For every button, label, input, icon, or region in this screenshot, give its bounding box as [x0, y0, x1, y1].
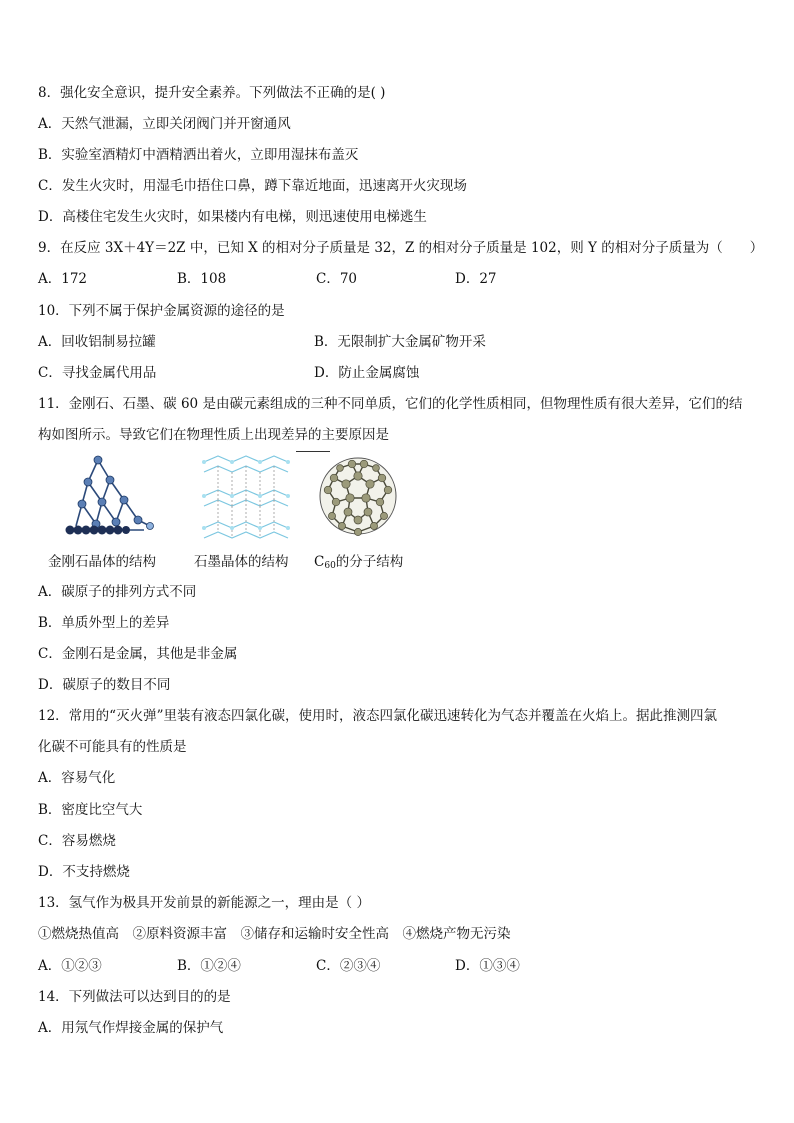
c60-caption-sub: 60 [324, 561, 336, 571]
diamond-caption: 金刚石晶体的结构 [48, 554, 156, 570]
q11-option-a: A．碳原子的排列方式不同 [38, 584, 197, 600]
q11-option-d: D．碳原子的数目不同 [38, 677, 171, 693]
q9-option-d: D．27 [455, 271, 497, 287]
q8-option-b: B．实验室酒精灯中酒精洒出着火，立即用湿抹布盖灭 [38, 147, 359, 163]
q14-stem: 14．下列做法可以达到目的的是 [38, 989, 231, 1005]
q11-option-c: C．金刚石是金属，其他是非金属 [38, 646, 238, 662]
q10-option-c: C．寻找金属代用品 [38, 365, 157, 381]
q13-options [38, 957, 594, 975]
q9-stem: 9．在反应 3X＋4Y＝2Z 中，已知 X 的相对分子质量是 32，Z 的相对分子质量是 102，则 Y 的相对分子质量为（ ） [38, 240, 764, 256]
c60-caption-rest: 的分子结构 [335, 554, 404, 570]
c60-structure-image [312, 452, 404, 544]
q12-option-b: B．密度比空气大 [38, 802, 143, 818]
c60-caption [314, 550, 403, 570]
q13-option-c: C．②③④ [316, 958, 381, 974]
q8-stem: 8．强化安全意识，提升安全素养。下列做法不正确的是( ) [38, 85, 386, 101]
q9-option-c: C．70 [316, 271, 358, 287]
q14-option-a: A．用氖气作焊接金属的保护气 [38, 1020, 224, 1036]
q13-option-d: D．①③④ [455, 958, 520, 974]
q10-options-row2 [38, 364, 590, 382]
q13-stem: 13．氢气作为极具开发前景的新能源之一，理由是（ ） [38, 895, 370, 911]
q8-option-c: C．发生火灾时，用湿毛巾捂住口鼻，蹲下靠近地面，迅速离开火灾现场 [38, 178, 467, 194]
q10-option-b: B．无限制扩大金属矿物开采 [314, 334, 486, 350]
q11-stem-line2: 构如图所示。导致它们在物理性质上出现差异的主要原因是 [38, 427, 389, 443]
q10-option-d: D．防止金属腐蚀 [314, 365, 420, 381]
diamond-structure-image [58, 452, 158, 542]
q12-stem-line1: 12．常用的“灭火弹”里装有液态四氯化碳，使用时，液态四氯化碳迅速转化为气态并覆盖在火焰上。据此推测四氯 [38, 708, 717, 724]
carbon-structures-figure [48, 452, 428, 572]
q11-stem-line1: 11．金刚石、石墨、碳 60 是由碳元素组成的三种不同单质，它们的化学性质相同，但物理性质有很大差异，它们的结 [38, 396, 743, 412]
q12-stem-line2: 化碳不可能具有的性质是 [38, 739, 187, 755]
q12-option-a: A．容易气化 [38, 770, 116, 786]
c60-caption-main: C [314, 554, 325, 570]
graphite-caption: 石墨晶体的结构 [194, 554, 289, 570]
q10-stem: 10．下列不属于保护金属资源的途径的是 [38, 303, 285, 319]
q10-options-row1 [38, 333, 590, 351]
q13-reasons: ①燃烧热值高 ②原料资源丰富 ③储存和运输时安全性高 ④燃烧产物无污染 [38, 926, 511, 942]
q12-option-d: D．不支持燃烧 [38, 864, 130, 880]
q9-option-a: A．172 [38, 271, 88, 287]
q9-option-b: B．108 [177, 271, 227, 287]
q12-option-c: C．容易燃烧 [38, 833, 116, 849]
q8-option-a: A．天然气泄漏，立即关闭阀门并开窗通风 [38, 116, 291, 132]
q11-option-b: B．单质外型上的差异 [38, 615, 170, 631]
graphite-structure-image [196, 452, 296, 542]
q8-option-d: D．高楼住宅发生火灾时，如果楼内有电梯，则迅速使用电梯逃生 [38, 209, 427, 225]
q13-option-b: B．①②④ [177, 958, 241, 974]
q9-options [38, 270, 594, 288]
q10-option-a: A．回收铝制易拉罐 [38, 334, 156, 350]
q13-option-a: A．①②③ [38, 958, 102, 974]
